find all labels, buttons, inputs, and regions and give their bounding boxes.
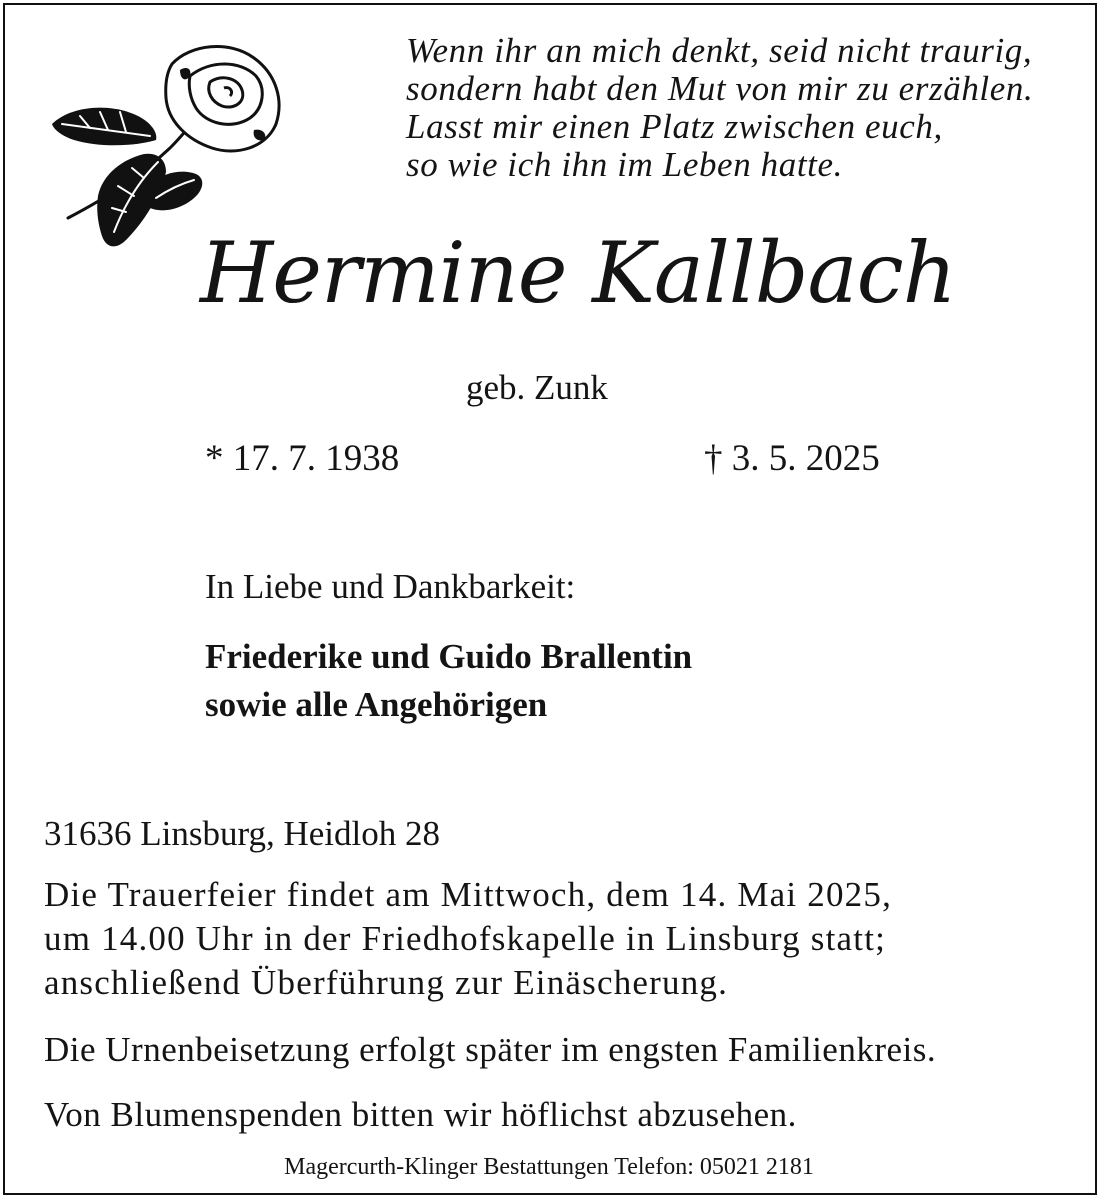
undertaker-footer: Magercurth-Klinger Bestattungen Telefon: 05021 2181 <box>284 1154 814 1180</box>
flowers-note: Von Blumenspenden bitten wir höflichst abzusehen. <box>44 1095 797 1134</box>
death-date: † 3. 5. 2025 <box>704 438 880 479</box>
poem <box>406 32 1033 184</box>
deceased-name: Hermine Kallbach <box>200 224 956 322</box>
poem-line: sondern habt den Mut von mir zu erzählen. <box>406 69 1034 108</box>
address: 31636 Linsburg, Heidloh 28 <box>44 814 441 853</box>
maiden-name: geb. Zunk <box>466 368 608 407</box>
birth-date: * 17. 7. 1938 <box>205 438 400 479</box>
mourner-line: sowie alle Angehörigen <box>205 685 548 724</box>
mourners-intro: In Liebe und Dankbarkeit: <box>205 567 576 606</box>
poem-line: Lasst mir einen Platz zwischen euch, <box>406 107 943 146</box>
funeral-line: anschließend Überführung zur Einäscherung. <box>44 963 729 1002</box>
urn-note: Die Urnenbeisetzung erfolgt später im engsten Familienkreis. <box>44 1030 937 1069</box>
poem-line: so wie ich ihn im Leben hatte. <box>406 145 843 184</box>
funeral-info <box>44 873 892 1005</box>
mourner-line: Friederike und Guido Brallentin <box>205 637 693 676</box>
funeral-line: Die Trauerfeier findet am Mittwoch, dem 14. Mai 2025, <box>44 875 893 914</box>
poem-line: Wenn ihr an mich denkt, seid nicht traurig, <box>406 31 1033 70</box>
funeral-line: um 14.00 Uhr in der Friedhofskapelle in Linsburg statt; <box>44 919 887 958</box>
mourners-names <box>205 633 692 729</box>
